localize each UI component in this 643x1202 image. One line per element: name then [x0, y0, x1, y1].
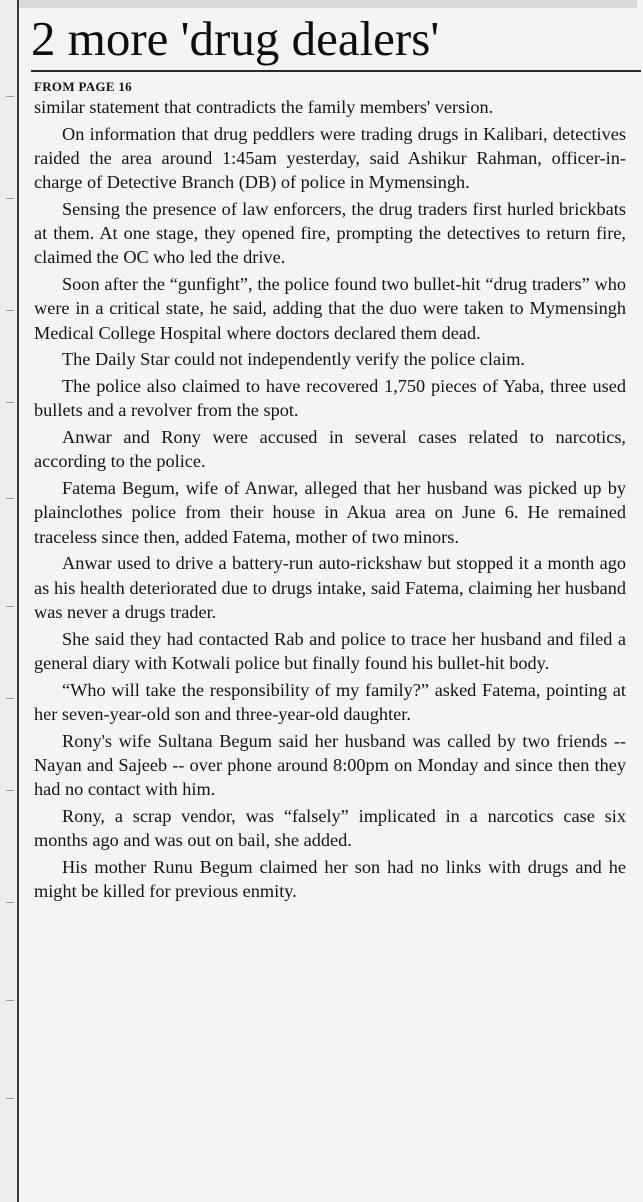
paragraph: Anwar and Rony were accused in several cases related to narcotics, according to the police. — [34, 427, 626, 472]
rule-tick — [6, 790, 14, 791]
rule-tick — [6, 698, 14, 699]
paragraph: Sensing the presence of law enforcers, the drug traders first hurled brickbats at them. At one stage, they opened fire, prompting the detectives to return fire, claimed the OC who led the drive. — [34, 199, 626, 268]
paragraph: On information that drug peddlers were trading drugs in Kalibari, detectives raided the area around 1:45am yesterday, said Ashikur Rahman, officer-in-charge of Detective Branch (DB) of police in Mymensingh. — [34, 123, 626, 193]
paragraph: “Who will take the responsibility of my family?” asked Fatema, pointing at her seven-year-old son and three-year-old daughter. — [34, 679, 626, 724]
top-cropped-strip — [19, 0, 637, 8]
paragraph: Fatema Begum, wife of Anwar, alleged that her husband was picked up by plainclothes police from their house in Akua area on June 6. He remained traceless since then, added Fatema, mother of two minors. — [34, 478, 626, 547]
paragraph: Rony, a scrap vendor, was “falsely” implicated in a narcotics case six months ago and was out on bail, she added. — [34, 805, 626, 851]
rule-tick — [6, 902, 14, 903]
rule-tick — [6, 96, 14, 97]
jump-line: FROM PAGE 16 — [34, 79, 132, 94]
headline: 2 more 'drug dealers' — [31, 10, 641, 72]
article — [31, 10, 626, 906]
paragraph: The Daily Star could not independently verify the police claim. — [62, 349, 525, 370]
article-body — [34, 95, 626, 903]
rule-tick — [6, 498, 14, 499]
paragraph: The police also claimed to have recovered 1,750 pieces of Yaba, three used bullets and a revolver from the spot. — [34, 376, 626, 421]
paragraph: similar statement that contradicts the family members' version. — [34, 97, 494, 117]
rule-tick — [6, 198, 14, 199]
paragraph: Soon after the “gunfight”, the police found two bullet-hit “drug traders” who were in a critical state, he said, adding that the duo were taken to Mymensingh Medical College Hospital where doctors declared them dead. — [34, 274, 626, 343]
rule-tick — [6, 402, 14, 403]
paragraph: His mother Runu Begum claimed her son had no links with drugs and he might be killed for previous enmity. — [34, 856, 626, 902]
rule-tick — [6, 606, 14, 607]
rule-tick — [6, 1000, 14, 1001]
rule-tick — [6, 310, 14, 311]
paragraph: Rony's wife Sultana Begum said her husband was called by two friends -- Nayan and Sajeeb -- over phone around 8:00pm on Monday and since then they had no contact with him. — [34, 730, 626, 800]
rule-tick — [6, 1098, 14, 1099]
paragraph: She said they had contacted Rab and police to trace her husband and filed a general diary with Kotwali police but finally found his bullet-hit body. — [34, 628, 626, 673]
column-rule — [0, 0, 19, 1202]
paragraph: Anwar used to drive a battery-run auto-rickshaw but stopped it a month ago as his health deteriorated due to drugs intake, said Fatema, claiming her husband was never a drugs trader. — [34, 553, 626, 622]
